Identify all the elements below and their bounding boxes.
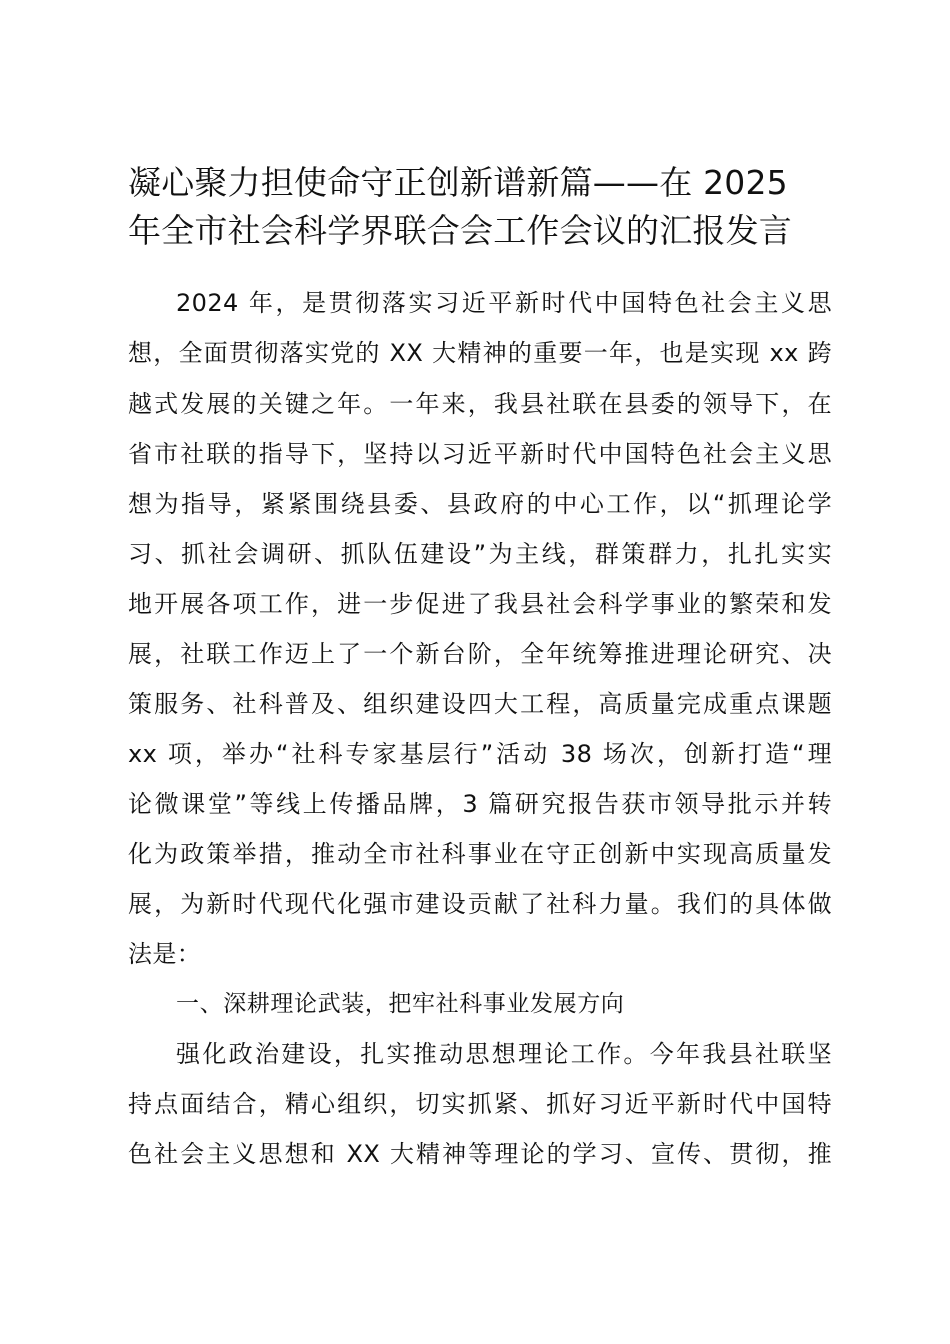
paragraph-line: 展，社联工作迈上了一个新台阶，全年统筹推进理论研究、决 [128,640,832,668]
paragraph-line: 想，全面贯彻落实党的 XX 大精神的重要一年，也是实现 xx 跨 [128,339,832,367]
paragraph-line: 强化政治建设，扎实推动思想理论工作。今年我县社联坚 [176,1040,832,1068]
paragraph-line: xx 项，举办“社科专家基层行”活动 38 场次，创新打造“理 [128,740,832,768]
title-line: 年全市社会科学界联合会工作会议的汇报发言 [128,211,792,250]
paragraph-line: 持点面结合，精心组织，切实抓紧、抓好习近平新时代中国特 [128,1090,832,1118]
paragraph-line: 越式发展的关键之年。一年来，我县社联在县委的领导下，在 [128,390,832,418]
paragraph-line: 展，为新时代现代化强市建设贡献了社科力量。我们的具体做 [128,890,832,918]
paragraph-line: 习、抓社会调研、抓队伍建设”为主线，群策群力，扎扎实实 [128,540,832,568]
section-heading: 一、深耕理论武装，把牢社科事业发展方向 [176,991,625,1017]
document-title [128,159,840,255]
paragraph-line: 想为指导，紧紧围绕县委、县政府的中心工作，以“抓理论学 [128,490,832,518]
paragraph-line: 论微课堂”等线上传播品牌，3 篇研究报告获市领导批示并转 [128,790,832,818]
paragraph-line: 2024 年，是贯彻落实习近平新时代中国特色社会主义思 [176,289,832,317]
paragraph-line: 策服务、社科普及、组织建设四大工程，高质量完成重点课题 [128,690,832,718]
paragraph-line: 省市社联的指导下，坚持以习近平新时代中国特色社会主义思 [128,440,832,468]
title-line: 凝心聚力担使命守正创新谱新篇——在 2025 [128,163,788,202]
paragraph-line: 法是： [128,940,202,968]
paragraph-line: 化为政策举措，推动全市社科事业在守正创新中实现高质量发 [128,840,832,868]
paragraph-line: 地开展各项工作，进一步促进了我县社会科学事业的繁荣和发 [128,590,832,618]
paragraph-line: 色社会主义思想和 XX 大精神等理论的学习、宣传、贯彻，推 [128,1140,832,1168]
